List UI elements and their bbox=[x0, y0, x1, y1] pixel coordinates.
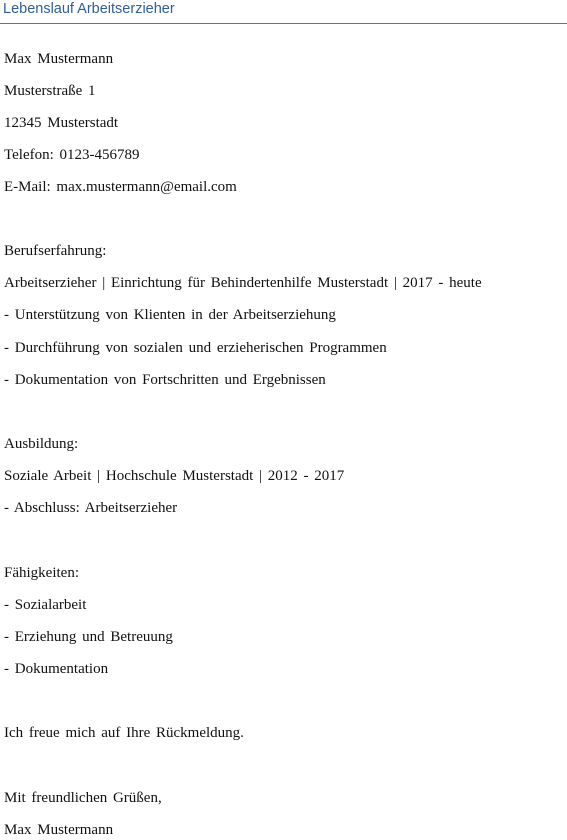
contact-email: E-Mail: max.mustermann@email.com bbox=[4, 179, 237, 195]
header-title: Lebenslauf Arbeitserzieher bbox=[3, 1, 175, 17]
experience-position: Arbeitserzieher | Einrichtung für Behindertenhilfe Musterstadt | 2017 - heute bbox=[4, 275, 482, 291]
skill-item: - Erziehung und Betreuung bbox=[4, 629, 173, 645]
education-degree: Soziale Arbeit | Hochschule Musterstadt | 2012 - 2017 bbox=[4, 468, 345, 484]
contact-name: Max Mustermann bbox=[4, 51, 114, 67]
page-header bbox=[0, 0, 567, 24]
experience-item: - Dokumentation von Fortschritten und Ergebnissen bbox=[4, 372, 326, 388]
skills-heading: Fähigkeiten: bbox=[4, 565, 79, 581]
experience-item: - Durchführung von sozialen und erzieherischen Programmen bbox=[4, 340, 387, 356]
skill-item: - Sozialarbeit bbox=[4, 597, 87, 613]
signature: Max Mustermann bbox=[4, 822, 114, 838]
experience-heading: Berufserfahrung: bbox=[4, 243, 107, 259]
closing-sentence: Ich freue mich auf Ihre Rückmeldung. bbox=[4, 725, 244, 741]
closing-greeting: Mit freundlichen Grüßen, bbox=[4, 790, 162, 806]
experience-item: - Unterstützung von Klienten in der Arbeitserziehung bbox=[4, 307, 336, 323]
education-heading: Ausbildung: bbox=[4, 436, 79, 452]
contact-city: 12345 Musterstadt bbox=[4, 115, 119, 131]
contact-phone: Telefon: 0123-456789 bbox=[4, 147, 140, 163]
skill-item: - Dokumentation bbox=[4, 661, 109, 677]
contact-street: Musterstraße 1 bbox=[4, 83, 96, 99]
education-item: - Abschluss: Arbeitserzieher bbox=[4, 500, 178, 516]
